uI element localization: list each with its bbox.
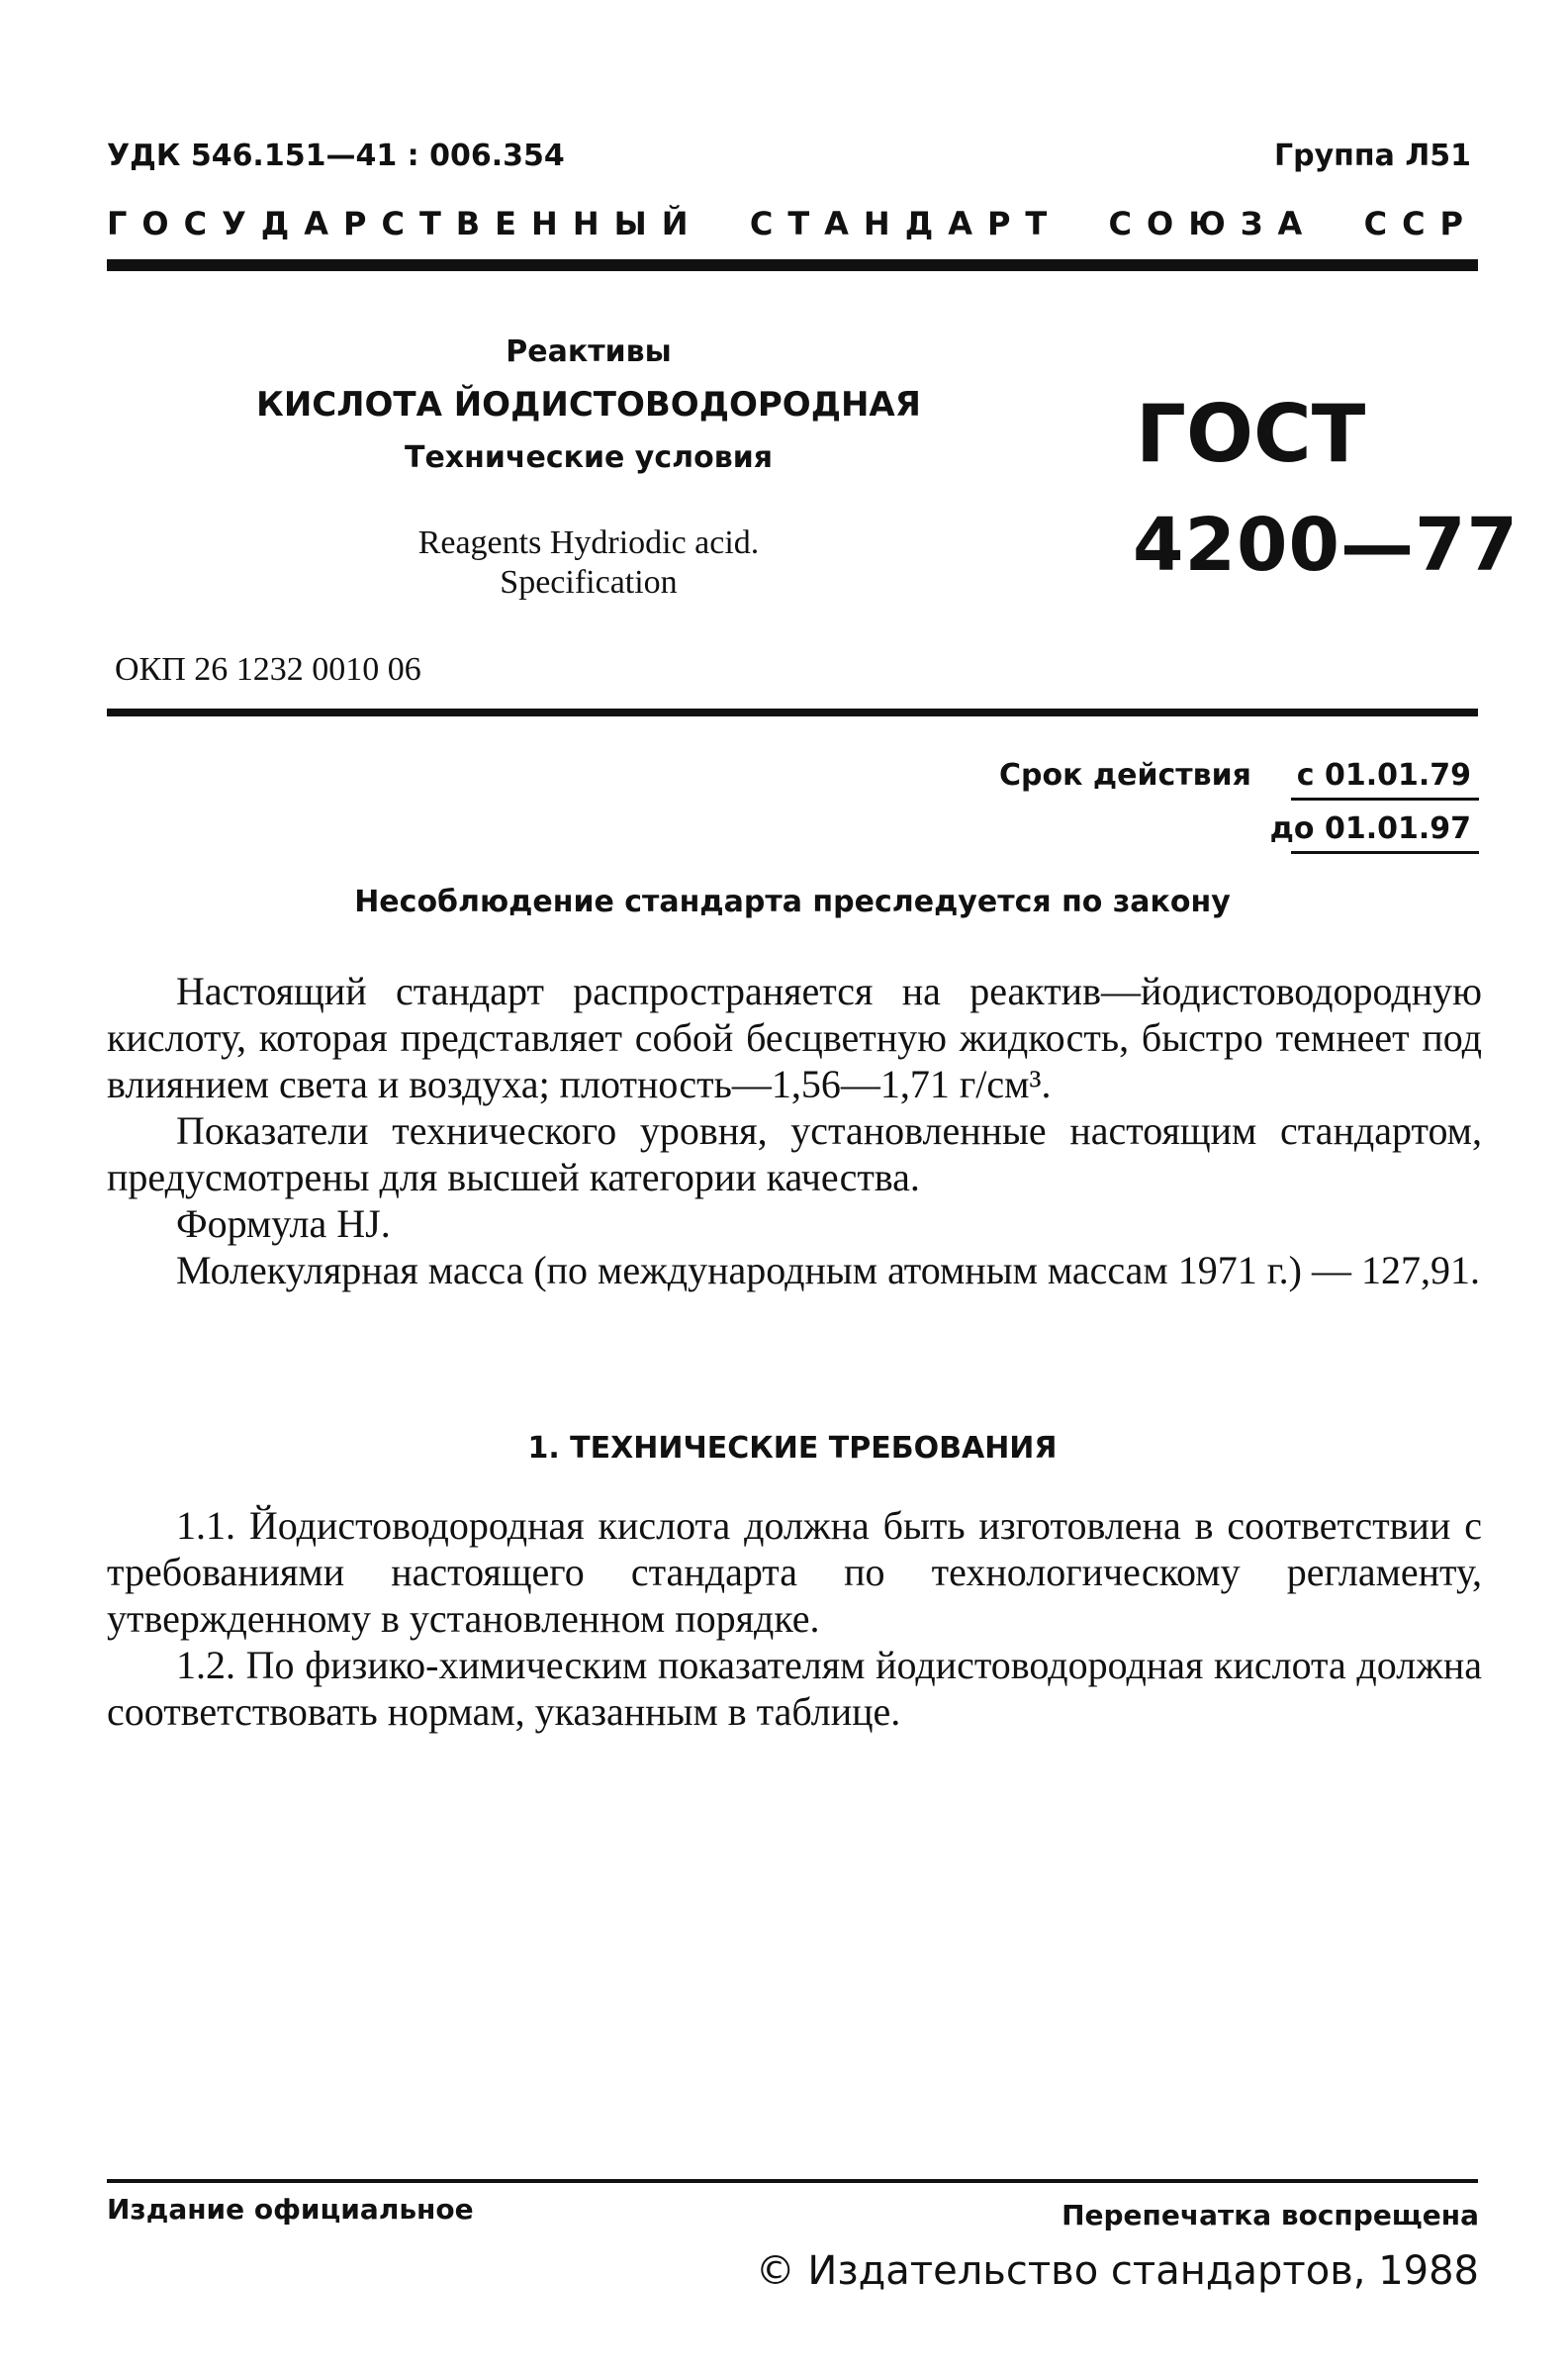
edition-note: Издание официальное xyxy=(107,2193,474,2226)
intro-paragraph-3: Формула HJ. xyxy=(176,1201,391,1246)
header-rule xyxy=(107,259,1478,271)
validity-label: Срок действия xyxy=(999,758,1251,793)
validity-from: с 01.01.79 xyxy=(1296,758,1471,793)
copyright-line: © Издательство стандартов, 1988 xyxy=(755,2248,1479,2294)
requirements-text xyxy=(107,1502,1482,1735)
footer-rule xyxy=(107,2179,1478,2183)
english-title-line2: Specification xyxy=(500,564,678,601)
english-title-line1: Reagents Hydriodic acid. xyxy=(417,524,760,561)
state-word-4: ССР xyxy=(1363,205,1478,242)
validity-rule-2 xyxy=(1291,851,1479,854)
gost-label: ГОСТ xyxy=(1136,388,1366,480)
gost-number: 4200—77 xyxy=(1133,503,1519,588)
requirement-1-1: 1.1. Йодистоводородная кислота должна быть изготовлена в соответствии с требованиями настоящего стандарта по технологическому регламенту, утвержденному в установленном порядке. xyxy=(107,1503,1482,1641)
title-category: Реактивы xyxy=(506,334,672,369)
udk-code: УДК 546.151—41 : 006.354 xyxy=(107,139,565,173)
validity-to: до 01.01.97 xyxy=(1269,811,1471,846)
section-heading: 1. ТЕХНИЧЕСКИЕ ТРЕБОВАНИЯ xyxy=(527,1431,1058,1466)
reprint-note: Перепечатка воспрещена xyxy=(1061,2199,1479,2231)
intro-paragraph-1: Настоящий стандарт распространяется на реактив—йодистоводородную кислоту, которая представляет собой бесцветную жидкость, быстро темнеет под влиянием света и воздуха; плотность—1,56—1,71 г/см³. xyxy=(107,969,1482,1106)
state-word-2: СТАНДАРТ xyxy=(749,205,1062,242)
title-subtitle: Технические условия xyxy=(405,440,773,475)
requirement-1-2: 1.2. По физико-химическим показателям йодистоводородная кислота должна соответствовать нормам, указанным в таблице. xyxy=(107,1643,1482,1734)
title-rule xyxy=(107,709,1478,716)
intro-paragraph-4: Молекулярная масса (по международным атомным массам 1971 г.) — 127,91. xyxy=(176,1248,1480,1292)
title-name: КИСЛОТА ЙОДИСТОВОДОРОДНАЯ xyxy=(256,385,921,425)
state-standard-banner xyxy=(107,205,1478,242)
state-word-3: СОЮЗА xyxy=(1108,205,1318,242)
group-code: Группа Л51 xyxy=(1274,139,1471,173)
intro-text xyxy=(107,968,1482,1293)
validity-rule-1 xyxy=(1291,798,1479,801)
legal-notice: Несоблюдение стандарта преследуется по закону xyxy=(354,885,1231,919)
intro-paragraph-2: Показатели технического уровня, установленные настоящим стандартом, предусмотрены для высшей категории качества. xyxy=(107,1108,1482,1199)
state-word-1: ГОСУДАРСТВЕННЫЙ xyxy=(107,205,703,242)
okp-code: ОКП 26 1232 0010 06 xyxy=(115,651,421,688)
